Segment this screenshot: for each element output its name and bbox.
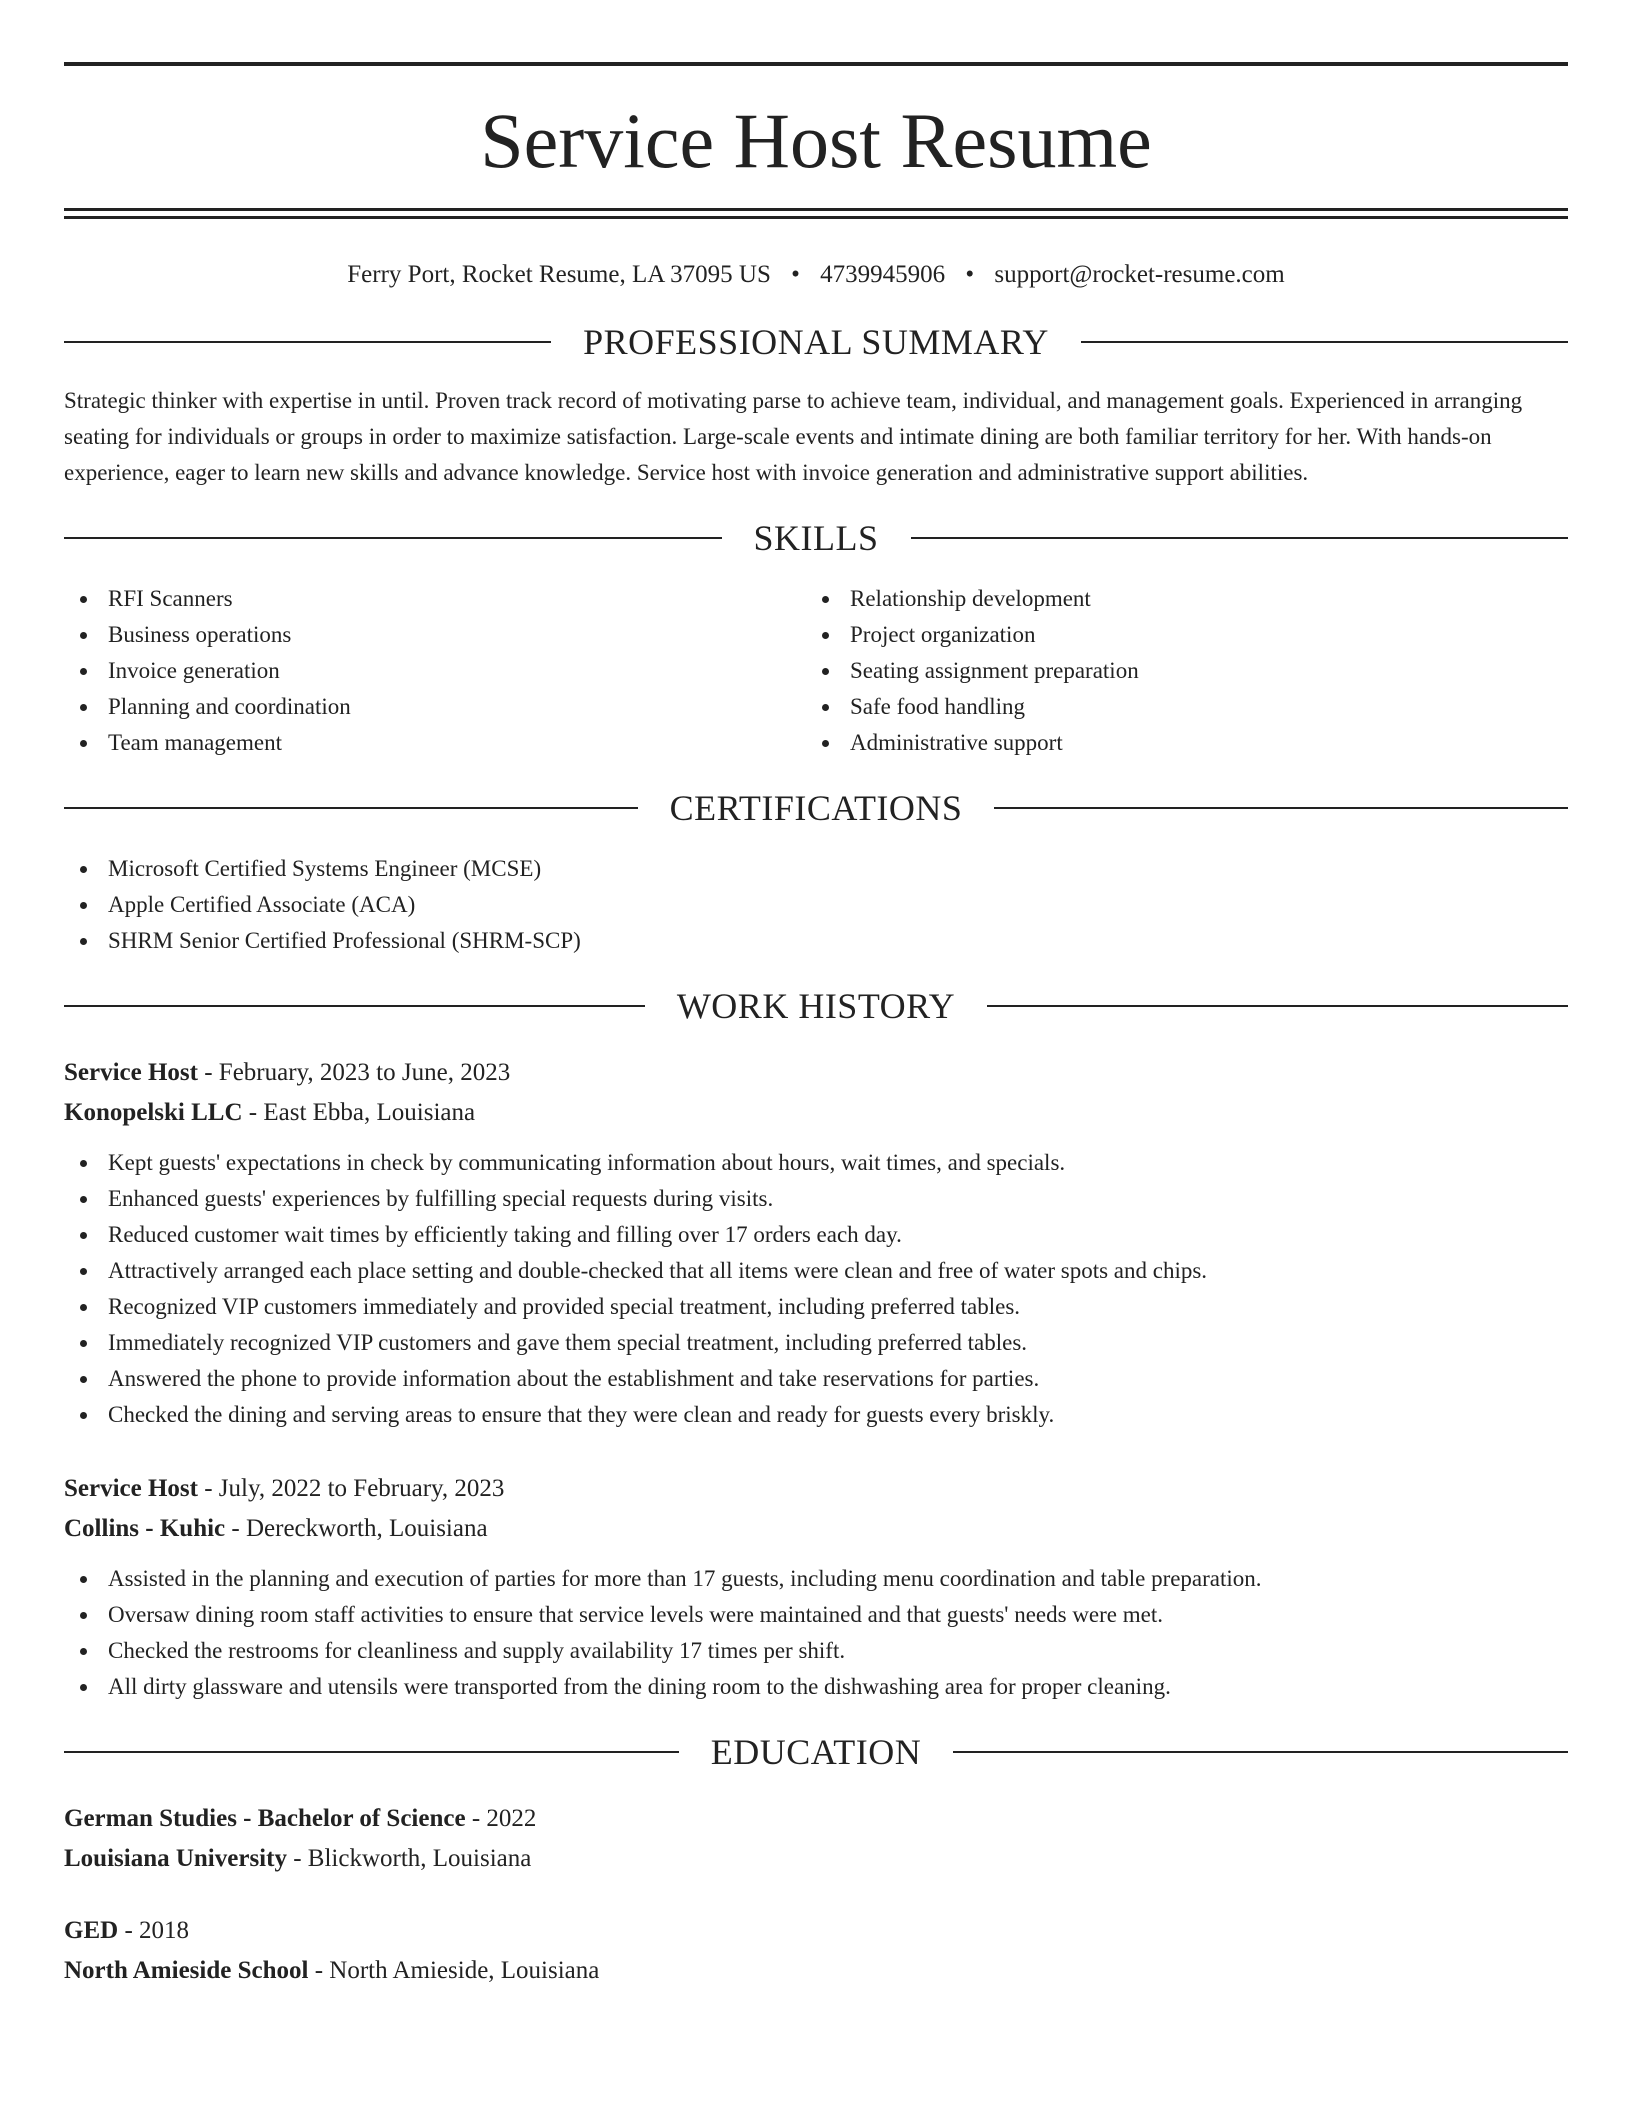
top-rule: [64, 62, 1568, 66]
education-location: - Blickworth, Louisiana: [286, 1845, 532, 1872]
section-title: CERTIFICATIONS: [669, 788, 963, 828]
contact-address: Ferry Port, Rocket Resume, LA 37095 US: [347, 261, 771, 288]
job-duty: Oversaw dining room staff activities to ensure that service levels were maintained and that guests' needs were met.: [64, 1597, 1568, 1633]
skills-list: [64, 581, 1568, 761]
skill-item: Business operations: [64, 617, 806, 653]
education-year: - 2022: [465, 1805, 537, 1832]
certification-item: Apple Certified Associate (ACA): [64, 887, 1568, 923]
education-school: North Amieside School: [64, 1957, 309, 1984]
skills-column-left: [64, 581, 806, 761]
skill-item: Invoice generation: [64, 653, 806, 689]
certification-item: SHRM Senior Certified Professional (SHRM-SCP): [64, 923, 1568, 959]
page-title: Service Host Resume: [480, 97, 1152, 184]
job-title: Service Host: [64, 1059, 198, 1086]
job-duty: Answered the phone to provide information about the establishment and take reservations for parties.: [64, 1361, 1568, 1397]
title-double-rule: [64, 208, 1568, 219]
certifications-list: [64, 851, 1568, 959]
section-title: EDUCATION: [710, 1732, 922, 1772]
job-location: - Dereckworth, Louisiana: [225, 1515, 488, 1542]
job-duty: Reduced customer wait times by efficiently taking and filling over 17 orders each day.: [64, 1217, 1568, 1253]
job-duty: All dirty glassware and utensils were transported from the dining room to the dishwashing area for proper cleaning.: [64, 1669, 1568, 1705]
skill-item: Seating assignment preparation: [806, 653, 1548, 689]
job-duties-list: [64, 1561, 1568, 1705]
job-duty: Recognized VIP customers immediately and provided special treatment, including preferred tables.: [64, 1289, 1568, 1325]
job-company: Konopelski LLC: [64, 1099, 243, 1126]
education-school: Louisiana University: [64, 1845, 287, 1872]
education-degree-line: [64, 1799, 1568, 1839]
job-duty: Checked the restrooms for cleanliness and supply availability 17 times per shift.: [64, 1633, 1568, 1669]
job-title-line: [64, 1053, 1568, 1093]
skill-item: Administrative support: [806, 725, 1548, 761]
job-dates: - July, 2022 to February, 2023: [197, 1475, 505, 1502]
job-duty: Assisted in the planning and execution of parties for more than 17 guests, including menu coordination and table preparation.: [64, 1561, 1568, 1597]
skill-item: Project organization: [806, 617, 1548, 653]
education-school-line: [64, 1839, 1568, 1879]
job-entry: [64, 1469, 1568, 1705]
skill-item: Planning and coordination: [64, 689, 806, 725]
section-heading-work-history: [64, 981, 1568, 1031]
job-entry: [64, 1053, 1568, 1433]
resume-page: [64, 62, 1568, 1991]
section-heading-skills: [64, 513, 1568, 563]
job-title-line: [64, 1469, 1568, 1509]
section-heading-education: [64, 1727, 1568, 1777]
education-degree: GED: [64, 1917, 119, 1944]
education-entry: [64, 1799, 1568, 1879]
education-location: - North Amieside, Louisiana: [308, 1957, 600, 1984]
education-entry: [64, 1911, 1568, 1991]
job-duty: Enhanced guests' experiences by fulfilling special requests during visits.: [64, 1181, 1568, 1217]
education-year: - 2018: [118, 1917, 190, 1944]
skill-item: Relationship development: [806, 581, 1548, 617]
section-title: WORK HISTORY: [676, 986, 956, 1026]
education-degree-line: [64, 1911, 1568, 1951]
contact-phone: 4739945906: [820, 261, 946, 288]
job-duties-list: [64, 1145, 1568, 1433]
skills-column-right: [806, 581, 1548, 761]
job-dates: - February, 2023 to June, 2023: [197, 1059, 511, 1086]
contact-line: [64, 255, 1568, 295]
section-heading-summary: [64, 317, 1568, 367]
job-company-line: [64, 1093, 1568, 1133]
job-duty: Kept guests' expectations in check by communicating information about hours, wait times, and specials.: [64, 1145, 1568, 1181]
job-duty: Immediately recognized VIP customers and gave them special treatment, including preferred tables.: [64, 1325, 1568, 1361]
job-company-line: [64, 1509, 1568, 1549]
professional-summary: Strategic thinker with expertise in until. Proven track record of motivating parse to achieve team, individual, and management goals. Experienced in arranging seating for individuals or groups in order to maximize satisfaction. Large-scale events and intimate dining are both familiar territory for her. With hands-on experience, eager to learn new skills and advance knowledge. Service host with invoice generation and administrative support abilities.: [64, 388, 1523, 485]
skill-item: RFI Scanners: [64, 581, 806, 617]
skill-item: Team management: [64, 725, 806, 761]
contact-separator: •: [791, 261, 800, 288]
education-school-line: [64, 1951, 1568, 1991]
section-title: SKILLS: [753, 518, 879, 558]
job-title: Service Host: [64, 1475, 198, 1502]
job-duty: Attractively arranged each place setting and double-checked that all items were clean and free of water spots and chips.: [64, 1253, 1568, 1289]
section-heading-certifications: [64, 783, 1568, 833]
education-degree: German Studies - Bachelor of Science: [64, 1805, 466, 1832]
skill-item: Safe food handling: [806, 689, 1548, 725]
contact-separator: •: [965, 261, 975, 288]
certification-item: Microsoft Certified Systems Engineer (MCSE): [64, 851, 1568, 887]
job-location: - East Ebba, Louisiana: [242, 1099, 476, 1126]
job-duty: Checked the dining and serving areas to ensure that they were clean and ready for guests every briskly.: [64, 1397, 1568, 1433]
section-title: PROFESSIONAL SUMMARY: [583, 322, 1049, 362]
job-company: Collins - Kuhic: [64, 1515, 226, 1542]
contact-email: support@rocket-resume.com: [994, 261, 1285, 288]
